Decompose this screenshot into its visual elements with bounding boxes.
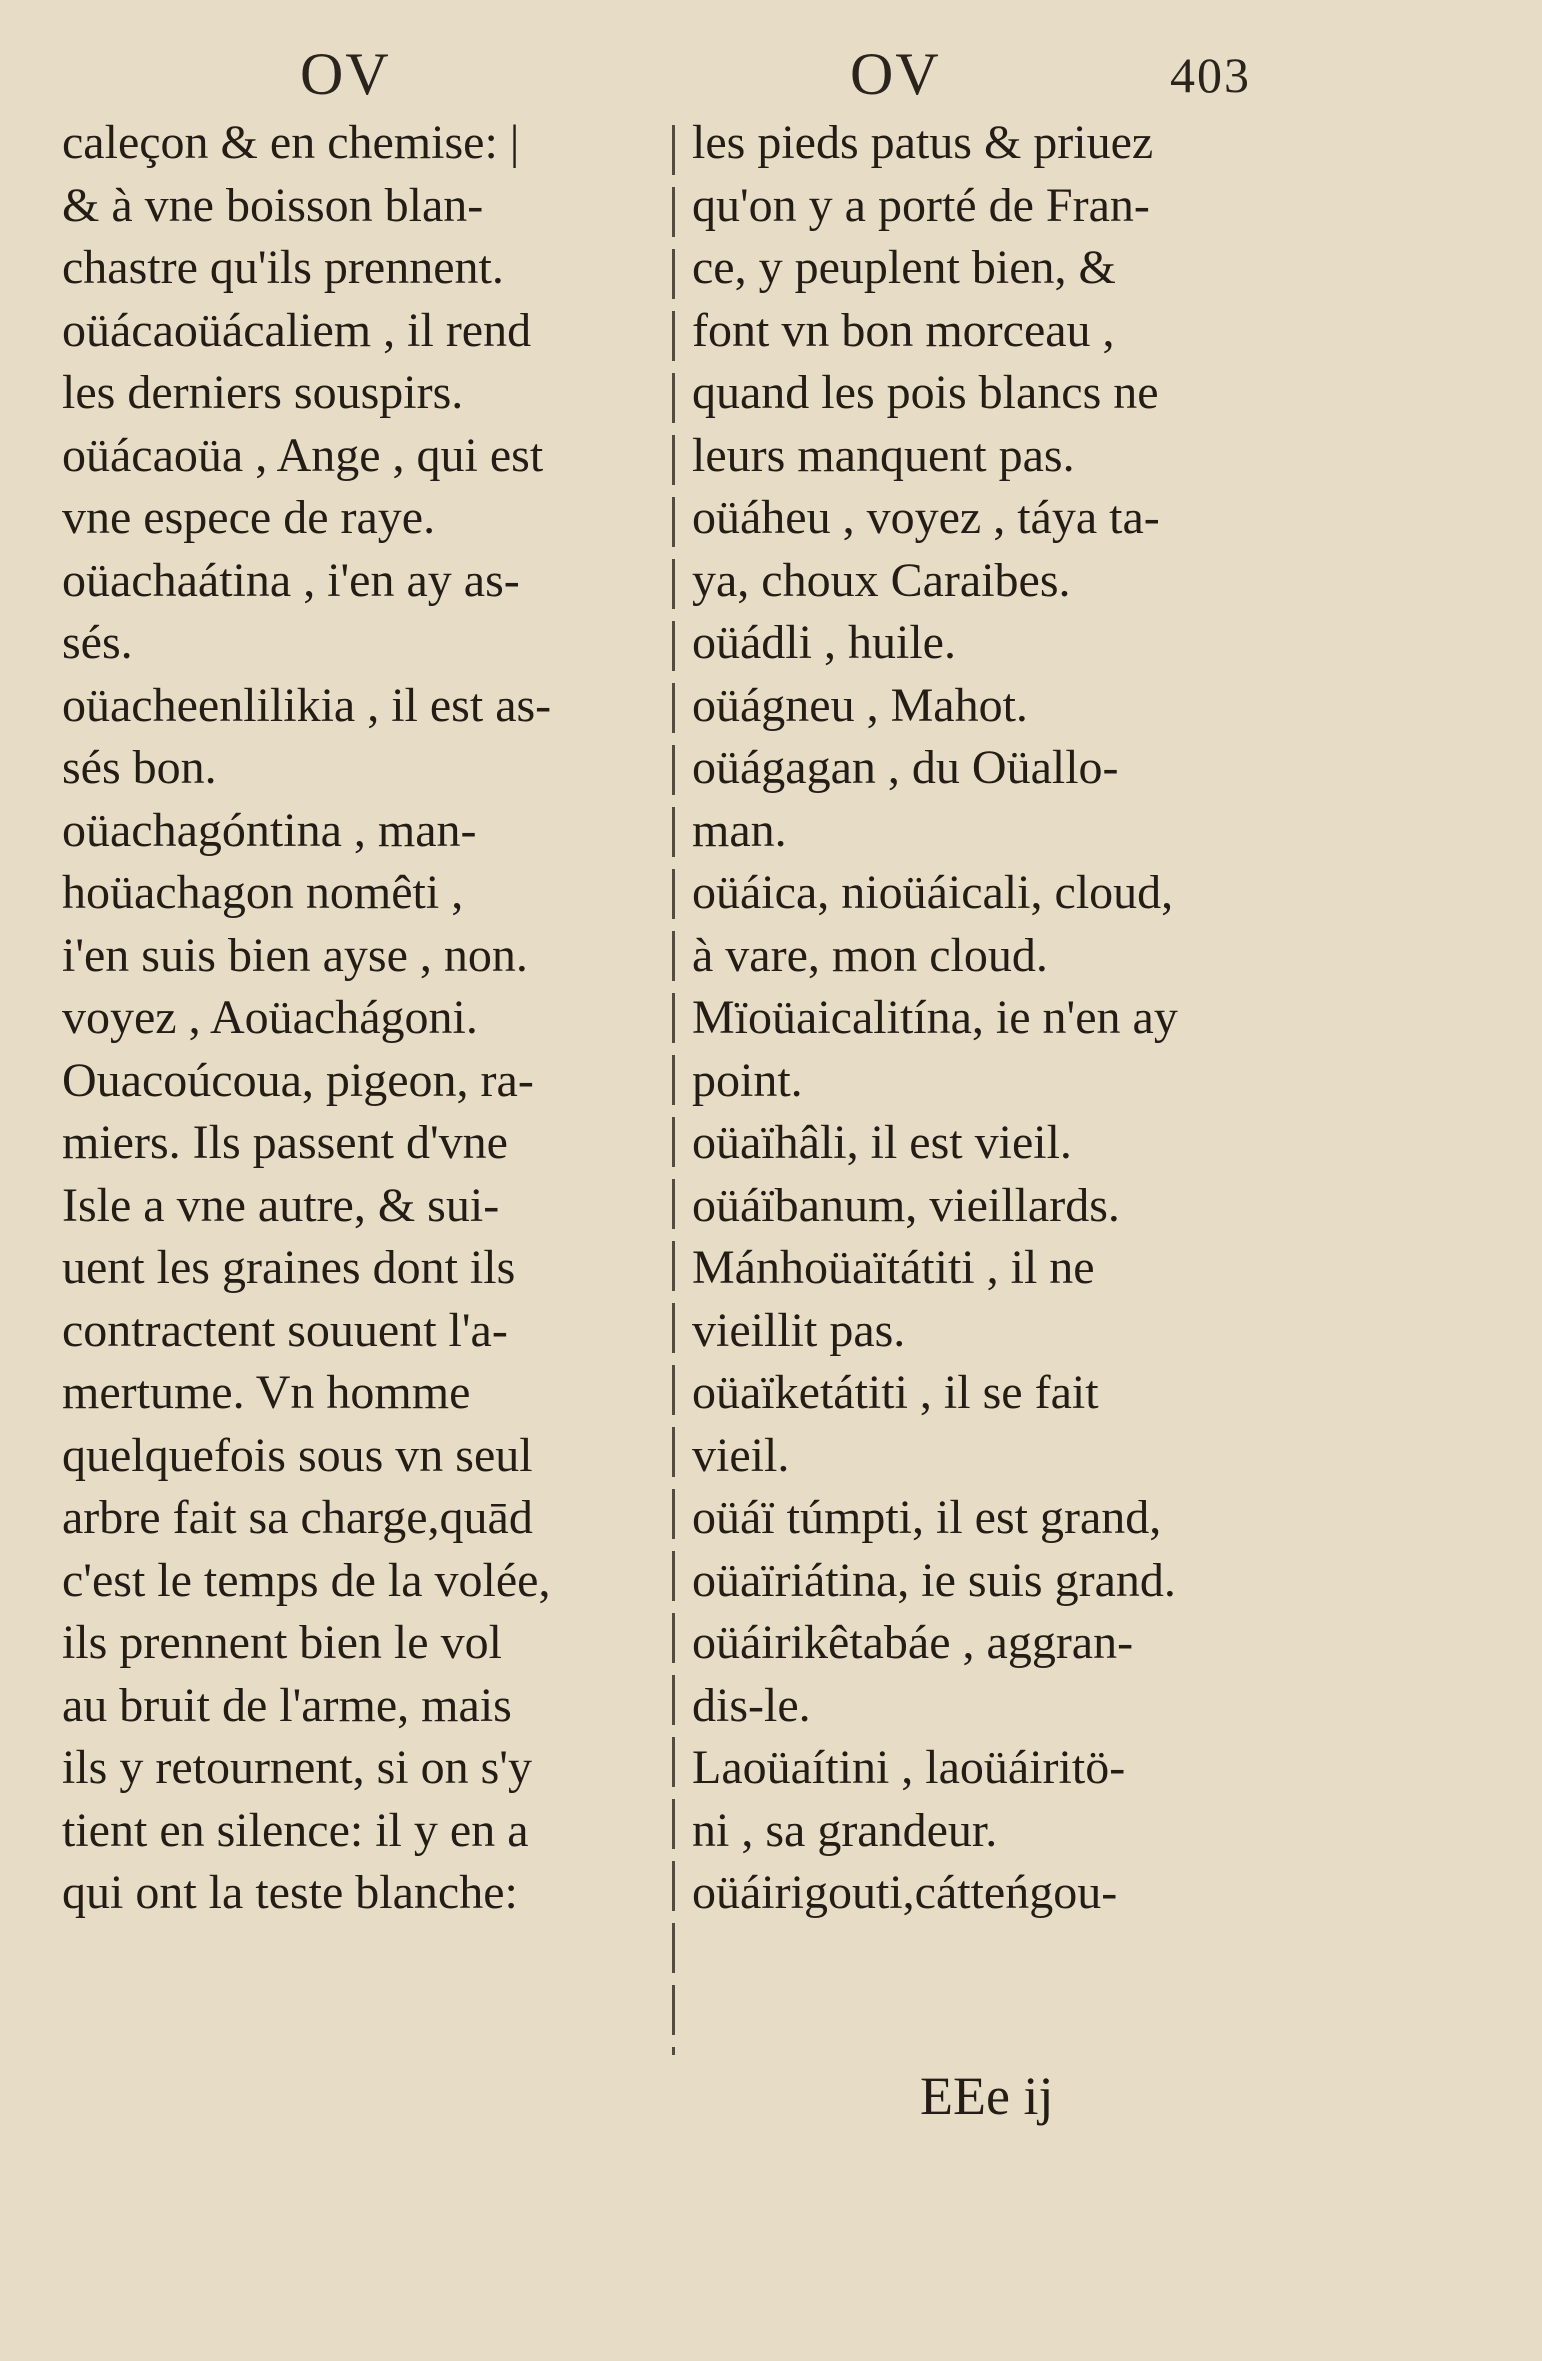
right-line: font vn bon morceau , — [692, 303, 1115, 357]
right-line: ce, y peuplent bien, & — [692, 241, 1116, 294]
right-line: qu'on y a porté de Fran- — [692, 178, 1150, 232]
right-line: ni , sa grandeur. — [692, 1803, 998, 1857]
right-line: oüaïriátina, ie suis grand. — [692, 1553, 1176, 1607]
left-line: ils y retournent, si on s'y — [62, 1741, 532, 1794]
right-line: Mïoüaicalitína, ie n'en ay — [692, 991, 1178, 1044]
left-line: ils prennent bien le vol — [62, 1616, 502, 1669]
left-line: oüachaátina , i'en ay as- — [62, 553, 520, 607]
right-line: oüáï túmpti, il est grand, — [692, 1491, 1162, 1544]
left-line: Ouacoúcoua, pigeon, ra- — [62, 1053, 534, 1107]
header-left: OV — [300, 41, 391, 107]
right-line: man. — [692, 803, 787, 857]
header-center: OV — [850, 41, 941, 107]
right-line: vieil. — [692, 1428, 790, 1482]
right-line: oüáïbanum, vieillards. — [692, 1178, 1120, 1232]
left-line: arbre fait sa charge,quād — [62, 1491, 533, 1544]
right-line: Mánhoüaïtátiti , il ne — [692, 1241, 1095, 1294]
right-line: oüágneu , Mahot. — [692, 678, 1028, 732]
column-divider — [672, 125, 675, 2055]
right-line: oüáheu , voyez , táya ta- — [692, 491, 1160, 544]
left-line: quelquefois sous vn seul — [62, 1428, 533, 1482]
right-line: point. — [692, 1053, 803, 1107]
left-line: uent les graines dont ils — [62, 1241, 516, 1294]
left-line: caleçon & en chemise: | — [62, 116, 520, 169]
left-line: tient en silence: il y en a — [62, 1803, 529, 1857]
right-line: dis-le. — [692, 1678, 811, 1732]
right-line: les pieds patus & priuez — [692, 116, 1154, 169]
right-line: oüaïketátiti , il se fait — [692, 1366, 1099, 1419]
left-column — [62, 112, 662, 1925]
right-line: oüáirikêtabáe , aggran- — [692, 1616, 1134, 1669]
left-line: qui ont la teste blanche: — [62, 1866, 518, 1919]
left-line: sés bon. — [62, 741, 217, 794]
running-header — [0, 40, 1542, 110]
right-line: oüáica, nioüáicali, cloud, — [692, 866, 1174, 919]
left-line: chastre qu'ils prennent. — [62, 241, 504, 294]
left-line: oüachagóntina , man- — [62, 803, 477, 857]
right-line: oüaïhâli, il est vieil. — [692, 1116, 1072, 1169]
left-line: mertume. Vn homme — [62, 1366, 471, 1419]
left-line: Isle a vne autre, & sui- — [62, 1178, 500, 1232]
right-line: oüágagan , du Oüallo- — [692, 741, 1119, 794]
left-line: i'en suis bien ayse , non. — [62, 928, 528, 982]
right-line: leurs manquent pas. — [692, 428, 1075, 482]
right-line: oüádli , huile. — [692, 616, 956, 669]
right-line: à vare, mon cloud. — [692, 928, 1048, 982]
right-line: vieillit pas. — [692, 1303, 906, 1357]
left-line: au bruit de l'arme, mais — [62, 1678, 512, 1732]
left-line: hoüachagon nomêti , — [62, 866, 464, 919]
left-line: oüacheenlilikia , il est as- — [62, 678, 552, 732]
right-line: ya, choux Caraibes. — [692, 553, 1071, 607]
right-column — [692, 112, 1292, 1925]
right-line: Laoüaítini , laoüáiritö- — [692, 1741, 1126, 1794]
left-line: & à vne boisson blan- — [62, 178, 484, 232]
left-line: contractent souuent l'a- — [62, 1303, 508, 1357]
left-line: sés. — [62, 616, 133, 669]
left-line: miers. Ils passent d'vne — [62, 1116, 508, 1169]
left-line: oüácaoüácaliem , il rend — [62, 303, 532, 357]
left-line: vne espece de raye. — [62, 491, 436, 544]
page-number: 403 — [1170, 47, 1251, 103]
left-line: c'est le temps de la volée, — [62, 1553, 551, 1607]
right-line: quand les pois blancs ne — [692, 366, 1159, 419]
left-line: les derniers souspirs. — [62, 366, 464, 419]
signature-mark: EEe ij — [920, 2066, 1054, 2126]
left-line: oüácaoüa , Ange , qui est — [62, 428, 544, 482]
right-line: oüáirigouti,cátteńgou- — [692, 1866, 1118, 1919]
left-line: voyez , Aoüachágoni. — [62, 991, 478, 1044]
